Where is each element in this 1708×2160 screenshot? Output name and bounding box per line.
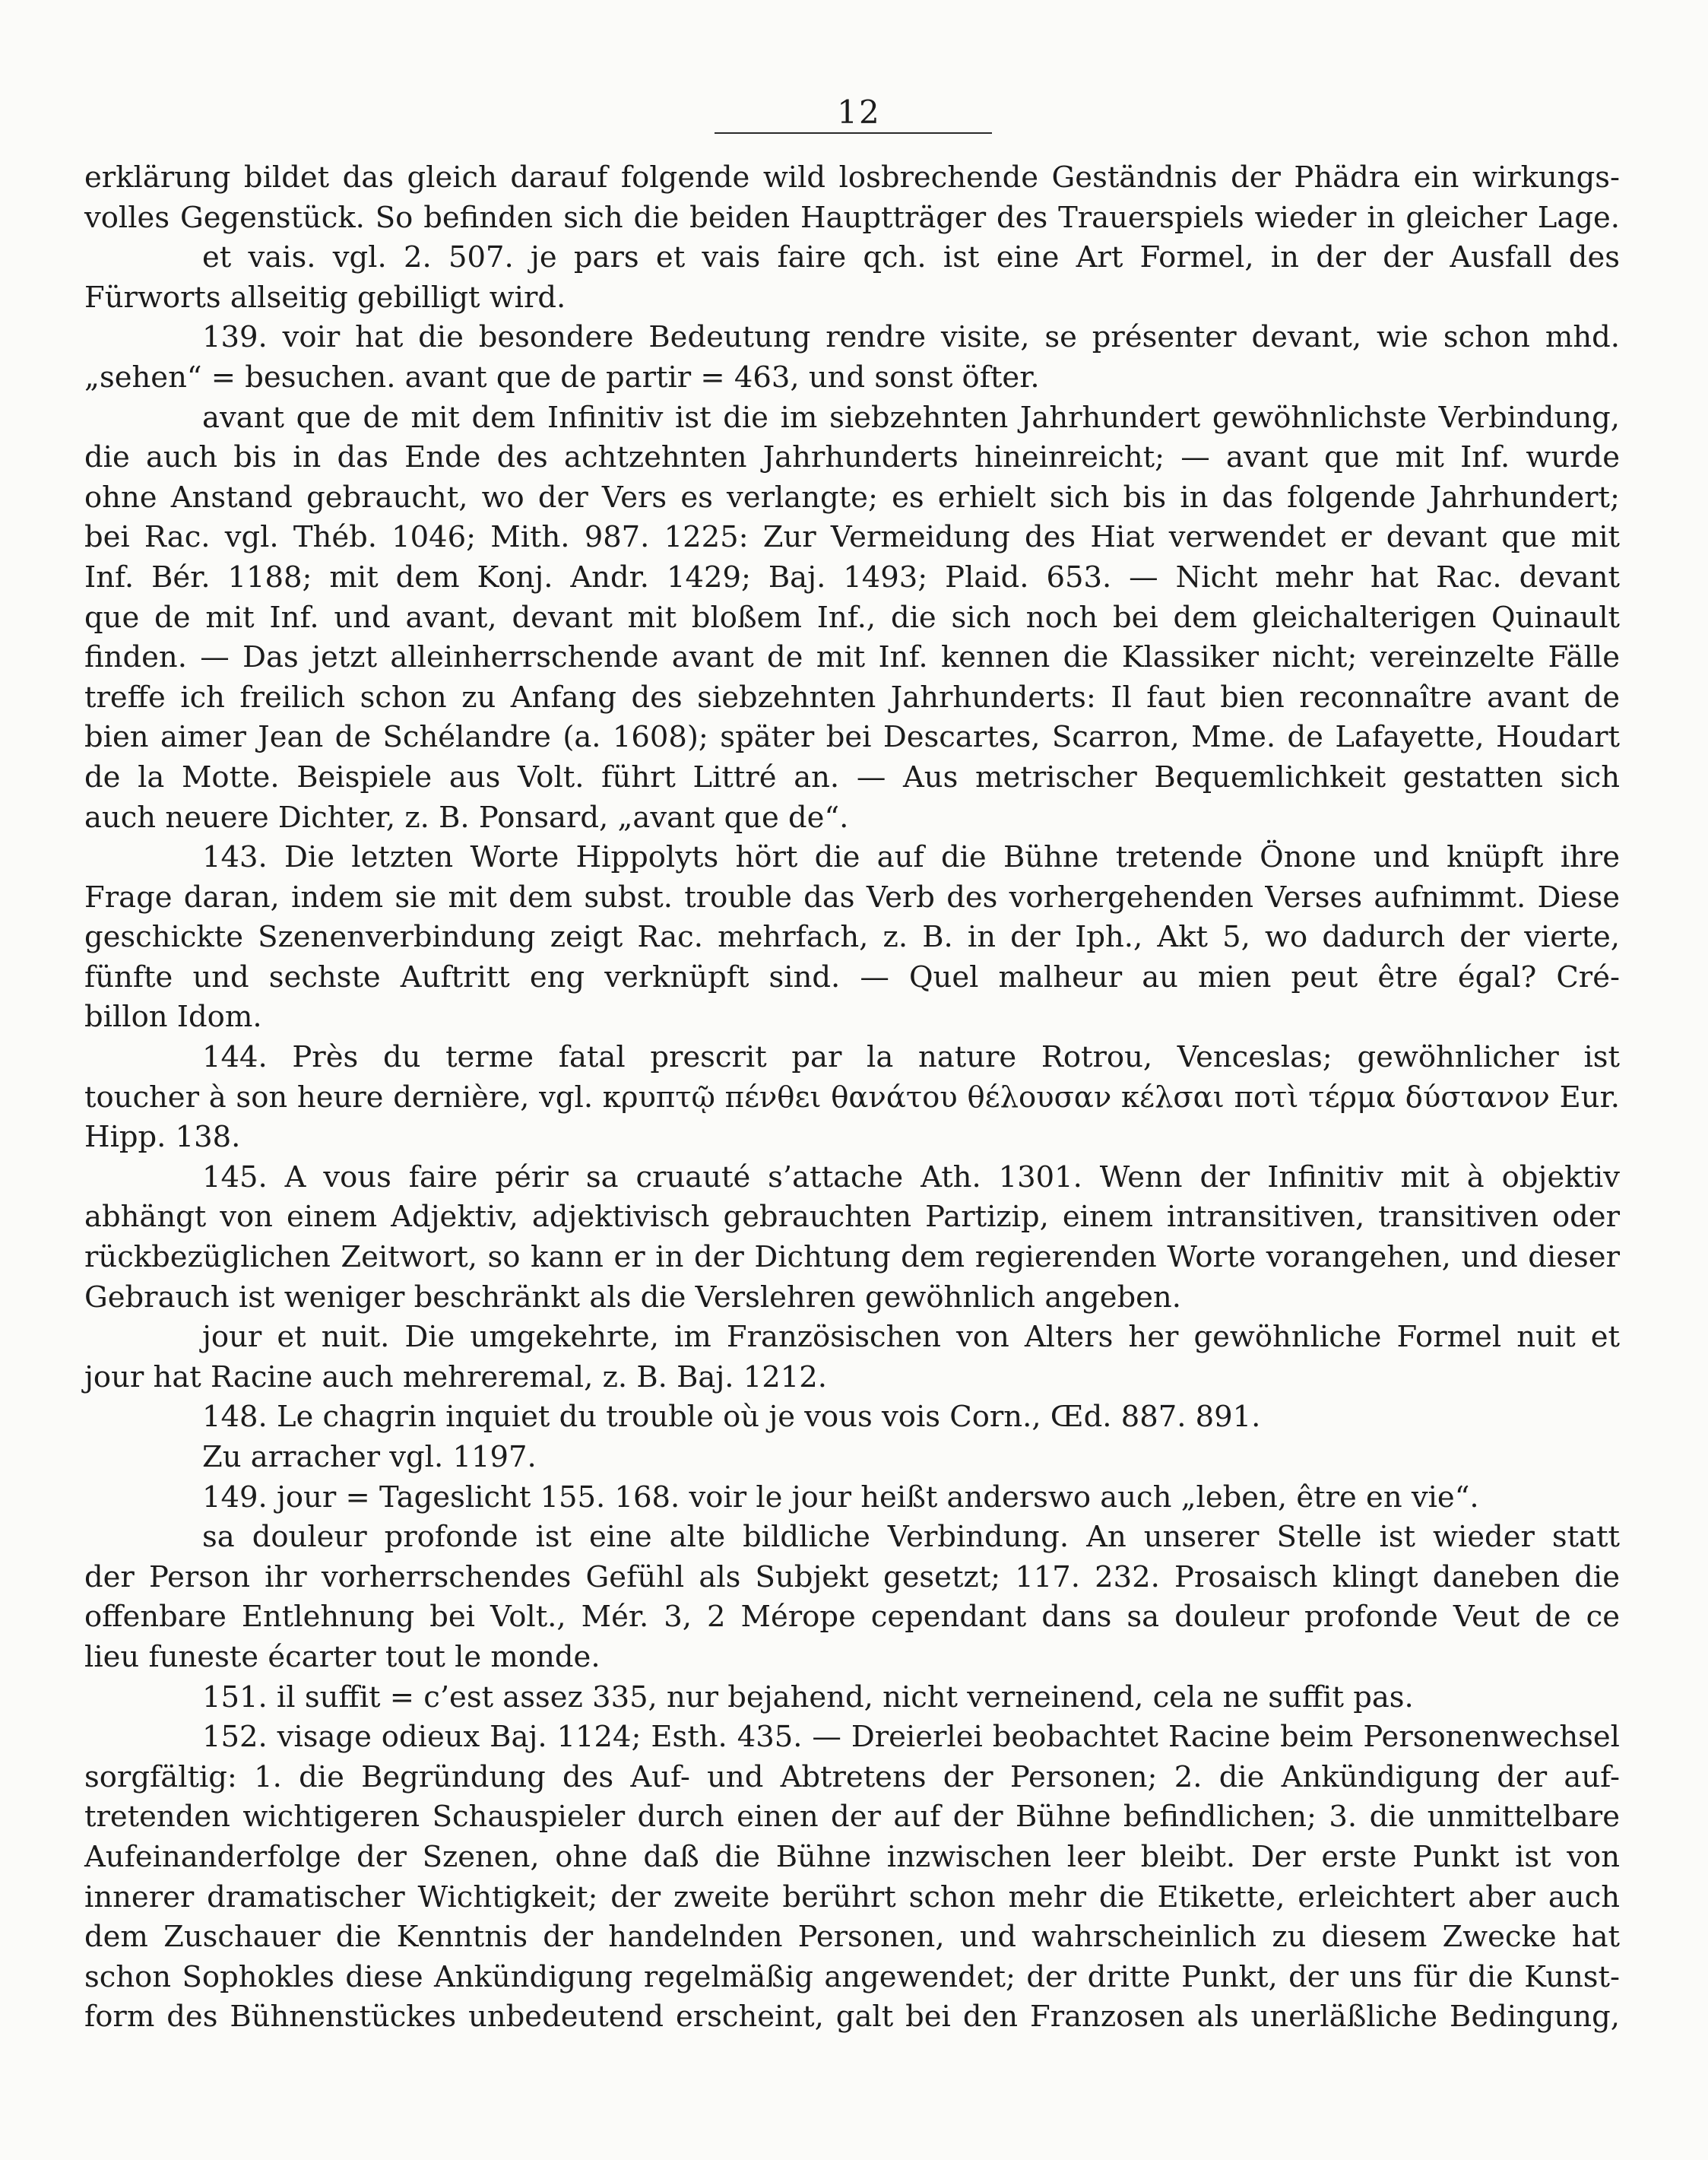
text-line: Hipp. 138. xyxy=(84,1120,241,1155)
text-line: que de mit Inf. und avant, devant mit bloßem Inf., die sich noch bei dem gleichalterigen Quinault xyxy=(84,600,1620,635)
text-line: sa douleur profonde ist eine alte bildliche Verbindung. An unserer Stelle ist wieder statt xyxy=(202,1520,1620,1555)
text-line: „sehen“ = besuchen. avant que de partir = 463, und sonst öfter. xyxy=(84,360,1040,395)
text-line: Gebrauch ist weniger beschränkt als die Verslehren gewöhnlich angeben. xyxy=(84,1280,1181,1315)
text-line: dem Zuschauer die Kenntnis der handelnden Personen, und wahrscheinlich zu diesem Zwecke hat xyxy=(84,1920,1620,1955)
text-line: de la Motte. Beispiele aus Volt. führt Littré an. — Aus metrischer Bequemlichkeit gestatten sich xyxy=(84,760,1620,795)
text-line: fünfte und sechste Auftritt eng verknüpft sind. — Quel malheur au mien peut être égal? Cré- xyxy=(84,959,1620,994)
text-line: 144. Près du terme fatal prescrit par la nature Rotrou, Venceslas; gewöhnlicher ist xyxy=(202,1040,1620,1075)
text-line: abhängt von einem Adjektiv, adjektivisch gebrauchten Partizip, einem intransitiven, transitiven oder xyxy=(84,1200,1620,1235)
text-line: der Person ihr vorherrschendes Gefühl als Subjekt gesetzt; 117. 232. Prosaisch klingt daneben die xyxy=(84,1559,1620,1594)
page-number: 12 xyxy=(837,94,881,131)
text-line: bien aimer Jean de Schélandre (a. 1608); später bei Descartes, Scarron, Mme. de Lafayette, Houdart xyxy=(84,720,1620,755)
text-line: auch neuere Dichter, z. B. Ponsard, „avant que de“. xyxy=(84,800,849,835)
text-line: toucher à son heure dernière, vgl. κρυπτῷ πένθει θανάτου θέλουσαν κέλσαι ποτὶ τέρμα δύστανον Eur. xyxy=(84,1080,1620,1115)
text-line: treffe ich freilich schon zu Anfang des siebzehnten Jahrhunderts: Il faut bien reconnaître avant de xyxy=(84,680,1620,715)
text-line: jour hat Racine auch mehreremal, z. B. Baj. 1212. xyxy=(84,1359,827,1394)
text-line: sorgfältig: 1. die Begründung des Auf- und Abtretens der Personen; 2. die Ankündigung der auf- xyxy=(84,1759,1620,1794)
text-line: offenbare Entlehnung bei Volt., Mér. 3, 2 Mérope cependant dans sa douleur profonde Veut de ce xyxy=(84,1600,1620,1635)
text-line: Inf. Bér. 1188; mit dem Konj. Andr. 1429; Baj. 1493; Plaid. 653. — Nicht mehr hat Rac. devant xyxy=(84,560,1620,595)
text-line: geschickte Szenenverbindung zeigt Rac. mehrfach, z. B. in der Iph., Akt 5, wo dadurch der vierte, xyxy=(84,920,1620,955)
text-line: et vais. vgl. 2. 507. je pars et vais faire qch. ist eine Art Formel, in der der Ausfall des xyxy=(202,240,1620,275)
text-line: Zu arracher vgl. 1197. xyxy=(202,1440,537,1474)
page-number-rule xyxy=(715,132,992,134)
text-line: bei Rac. vgl. Théb. 1046; Mith. 987. 1225: Zur Vermeidung des Hiat verwendet er devant que mit xyxy=(84,520,1620,555)
text-line: ohne Anstand gebraucht, wo der Vers es verlangte; es erhielt sich bis in das folgende Jahrhundert; xyxy=(84,480,1620,515)
text-line: finden. — Das jetzt alleinherrschende avant de mit Inf. kennen die Klassiker nicht; vereinzelte Fälle xyxy=(84,640,1620,675)
text-line: 149. jour = Tageslicht 155. 168. voir le jour heißt anderswo auch „leben, être en vie“. xyxy=(202,1480,1479,1515)
text-line: erklärung bildet das gleich darauf folgende wild losbrechende Geständnis der Phädra ein wirkungs- xyxy=(84,160,1620,195)
text-line: Fürworts allseitig gebilligt wird. xyxy=(84,280,566,315)
text-line: tretenden wichtigeren Schauspieler durch einen der auf der Bühne befindlichen; 3. die unmittelbare xyxy=(84,1800,1620,1835)
text-line: volles Gegenstück. So befinden sich die beiden Hauptträger des Trauerspiels wieder in gleicher Lage. xyxy=(84,200,1620,235)
text-line: 148. Le chagrin inquiet du trouble où je vous vois Corn., Œd. 887. 891. xyxy=(202,1400,1261,1435)
text-line: jour et nuit. Die umgekehrte, im Französischen von Alters her gewöhnliche Formel nuit et xyxy=(202,1320,1620,1355)
text-line: Aufeinanderfolge der Szenen, ohne daß die Bühne inzwischen leer bleibt. Der erste Punkt ist von xyxy=(84,1839,1620,1874)
text-line: 151. il suffit = c’est assez 335, nur bejahend, nicht verneinend, cela ne suffit pas. xyxy=(202,1679,1414,1714)
text-line: die auch bis in das Ende des achtzehnten Jahrhunderts hineinreicht; — avant que mit Inf. wurde xyxy=(84,440,1620,475)
text-line: innerer dramatischer Wichtigkeit; der zweite berührt schon mehr die Etikette, erleichtert aber auch xyxy=(84,1879,1620,1914)
text-line: billon Idom. xyxy=(84,1000,262,1035)
text-line: 139. voir hat die besondere Bedeutung rendre visite, se présenter devant, wie schon mhd. xyxy=(202,320,1620,355)
text-line: 145. A vous faire périr sa cruauté s’attache Ath. 1301. Wenn der Infinitiv mit à objektiv xyxy=(202,1159,1620,1194)
commentary-text xyxy=(84,158,1620,2038)
text-line: 143. Die letzten Worte Hippolyts hört die auf die Bühne tretende Önone und knüpft ihre xyxy=(202,840,1620,875)
text-line: lieu funeste écarter tout le monde. xyxy=(84,1639,600,1674)
text-line: form des Bühnenstückes unbedeutend erscheint, galt bei den Franzosen als unerläßliche Bedingung, xyxy=(84,2000,1620,2035)
text-line: Frage daran, indem sie mit dem subst. trouble das Verb des vorhergehenden Verses aufnimmt. Diese xyxy=(84,880,1620,915)
text-line: avant que de mit dem Infinitiv ist die im siebzehnten Jahrhundert gewöhnlichste Verbindung, xyxy=(202,400,1620,435)
text-line: rückbezüglichen Zeitwort, so kann er in der Dichtung dem regierenden Worte vorangehen, und dieser xyxy=(84,1240,1620,1275)
text-line: schon Sophokles diese Ankündigung regelmäßig angewendet; der dritte Punkt, der uns für die Kunst- xyxy=(84,1959,1620,1994)
text-line: 152. visage odieux Baj. 1124; Esth. 435. — Dreierlei beobachtet Racine beim Personenwechsel xyxy=(202,1720,1620,1755)
